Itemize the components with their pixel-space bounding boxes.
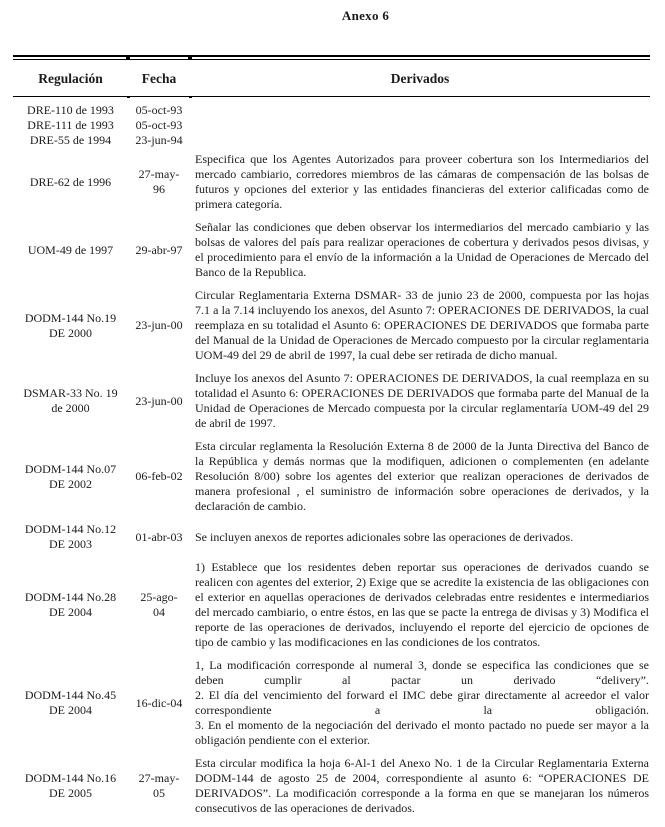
regulation-cell — [13, 133, 128, 148]
header-row — [13, 60, 650, 97]
regulation-id: DODM-144 No.45 DE 2004 — [24, 688, 117, 717]
date-value: 23-jun-94 — [135, 133, 183, 147]
derivatives-paragraph: Especifica que los Agentes Autorizados para proveer cobertura son los Intermediarios del mercado cambiario, corredores miembros de las cámaras de compensación de las bolsas de futuros y opciones del exterior y las entidades financieras del exterior calificadas como de primera categoría. — [195, 152, 649, 211]
date-cell — [128, 97, 190, 119]
regulation-id: DRE-110 de 1993 — [27, 103, 114, 117]
derivatives-cell — [190, 518, 650, 556]
date-value: 25-ago-04 — [140, 590, 178, 619]
date-value: 23-jun-00 — [135, 393, 183, 408]
column-divider-mark — [189, 96, 192, 98]
table-row — [13, 148, 650, 216]
table-row — [13, 435, 650, 518]
derivatives-cell — [190, 556, 650, 654]
column-header-fecha: Fecha — [128, 60, 190, 97]
regulation-cell — [13, 97, 128, 119]
table-row — [13, 97, 650, 119]
date-cell — [128, 556, 190, 654]
regulations-table — [13, 55, 650, 820]
table-row — [13, 367, 650, 435]
derivatives-paragraph: Circular Reglamentaria Externa DSMAR- 33 de junio 23 de 2000, compuesta por las hojas 7.1 a la 7.14 incluyendo los anexos, del Asunto 7: OPERACIONES DE DERIVADOS, la cual reemplaza en su totalidad el Asunto 6: OPERACIONES DE DERIVADOS que formaba parte del Manual de la Unidad de Operaciones de Mercado compuesto por la circular reglamentaria UOM-49 del 29 de abril de 1997, la cual debe ser retirada de dicho manual. — [195, 288, 649, 362]
regulation-id: DODM-144 No.07 DE 2002 — [24, 461, 117, 491]
date-cell — [128, 133, 190, 148]
column-divider-mark — [127, 96, 130, 98]
date-cell — [128, 118, 190, 133]
table-row — [13, 118, 650, 133]
regulation-cell — [13, 216, 128, 284]
date-cell — [128, 284, 190, 367]
regulation-cell — [13, 435, 128, 518]
regulation-cell — [13, 284, 128, 367]
regulation-cell — [13, 148, 128, 216]
regulation-cell — [13, 118, 128, 133]
regulation-id: UOM-49 de 1997 — [27, 242, 114, 257]
derivatives-cell — [190, 118, 650, 133]
column-header-regulacion: Regulación — [13, 60, 128, 97]
regulation-id: DODM-144 No.19 DE 2000 — [24, 310, 117, 340]
regulations-data-table — [13, 60, 650, 820]
page-title: Anexo 6 — [341, 8, 390, 23]
derivatives-paragraph: Incluye los anexos del Asunto 7: OPERACIONES DE DERIVADOS, la cual reemplaza en su totalidad el Asunto 6: OPERACIONES DE DERIVADOS que formaba parte del Manual de la Unidad de Operaciones de Mercado compuesta por la circular reglamentaría UOM-49 del 29 de abril de 1997. — [195, 371, 649, 430]
column-divider-mark — [188, 55, 192, 60]
regulation-cell — [13, 367, 128, 435]
regulation-id: DODM-144 No.16 DE 2005 — [24, 771, 117, 800]
table-row — [13, 284, 650, 367]
regulation-cell — [13, 752, 128, 820]
date-value: 29-abr-97 — [135, 242, 183, 257]
derivatives-paragraph: Se incluyen anexos de reportes adicionales sobre las operaciones de derivados. — [195, 529, 574, 544]
date-cell — [128, 752, 190, 820]
derivatives-cell — [190, 284, 650, 367]
table-row — [13, 518, 650, 556]
derivatives-paragraph: Esta circular reglamenta la Resolución Externa 8 de 2000 de la Junta Directiva del Banco de la República y demás normas que la modifiquen, adicionen o complementen (en adelante Resolución 8/00) sobre los agentes del exterior que realizan operaciones de derivados de manera profesional , el suministro de información sobre operaciones de derivados, y la declaración de cambio. — [195, 439, 649, 513]
date-value: 16-dic-04 — [135, 695, 183, 710]
derivatives-cell — [190, 435, 650, 518]
regulation-id: DRE-55 de 1994 — [29, 133, 112, 147]
table-row — [13, 556, 650, 654]
date-cell — [128, 367, 190, 435]
column-header-derivados: Derivados — [190, 60, 650, 97]
derivatives-paragraph: Señalar las condiciones que deben observar los intermediarios del mercado cambiario y las bolsas de valores del país para realizar operaciones de cobertura y derivados pesos divisas, y el procedimiento para el envío de la información a la Unidad de Operaciones de Mercado del Banco de la Republica. — [195, 220, 649, 279]
date-cell — [128, 435, 190, 518]
date-cell — [128, 148, 190, 216]
date-cell — [128, 216, 190, 284]
derivatives-cell — [190, 133, 650, 148]
derivatives-cell — [190, 148, 650, 216]
regulation-id: DSMAR-33 No. 19 de 2000 — [23, 386, 118, 415]
date-value: 27-may-96 — [138, 167, 180, 196]
date-value: 23-jun-00 — [135, 318, 183, 332]
derivatives-paragraph: 1) Establece que los residentes deben reportar sus operaciones de derivados cuando se realicen con agentes del exterior, 2) Exige que se acredite la existencia de las obligaciones con el exterior en aquellas operaciones de derivados celebradas entre residentes e intermediarios del mercado cambiario, o entre éstos, en las que se pacte la entrega de divisas y 3) Modifica el reporte de las operaciones de derivados, incluyendo el reporte del ejercicio de opciones de tipo de cambio y las modificaciones en las condiciones de los contratos. — [195, 560, 649, 649]
regulation-cell — [13, 518, 128, 556]
date-value: 27-may-05 — [138, 771, 180, 800]
date-value: 01-abr-03 — [135, 529, 183, 544]
regulation-id: DRE-111 de 1993 — [27, 118, 114, 132]
date-value: 06-feb-02 — [135, 469, 183, 483]
regulation-id: DRE-62 de 1996 — [29, 174, 112, 189]
table-row — [13, 752, 650, 820]
derivatives-paragraph: 3. En el momento de la negociación del derivado el monto pactado no puede ser mayor a la obligación pendiente con el exterior. — [195, 718, 649, 747]
table-row — [13, 654, 650, 752]
derivatives-cell — [190, 752, 650, 820]
regulation-cell — [13, 556, 128, 654]
derivatives-cell — [190, 97, 650, 119]
derivatives-cell — [190, 367, 650, 435]
derivatives-paragraph: 2. El día del vencimiento del forward el IMC debe girar directamente al acreedor el valor correspondiente a la obligación. — [195, 688, 649, 717]
date-cell — [128, 654, 190, 752]
date-cell — [128, 518, 190, 556]
derivatives-cell — [190, 216, 650, 284]
regulation-cell — [13, 654, 128, 752]
derivatives-paragraph: 1, La modificación corresponde al numeral 3, donde se especifica las condiciones que se deben cumplir al pactar un derivado “delivery”. — [195, 658, 649, 687]
derivatives-cell — [190, 654, 650, 752]
regulation-id: DODM-144 No.12 DE 2003 — [24, 522, 117, 551]
table-row — [13, 133, 650, 148]
date-value: 05-oct-93 — [135, 118, 183, 132]
column-divider-mark — [126, 55, 130, 60]
regulation-id: DODM-144 No.28 DE 2004 — [24, 590, 117, 619]
table-row — [13, 216, 650, 284]
derivatives-paragraph: Esta circular modifica la hoja 6-Al-1 del Anexo No. 1 de la Circular Reglamentaria Externa DODM-144 de agosto 25 de 2004, correspondiente al asunto 6: “OPERACIONES DE DERIVADOS”. La modificación corresponde a la forma en que se manejaran los números consecutivos de las operaciones de derivados. — [195, 756, 649, 815]
date-value: 05-oct-93 — [135, 103, 183, 117]
